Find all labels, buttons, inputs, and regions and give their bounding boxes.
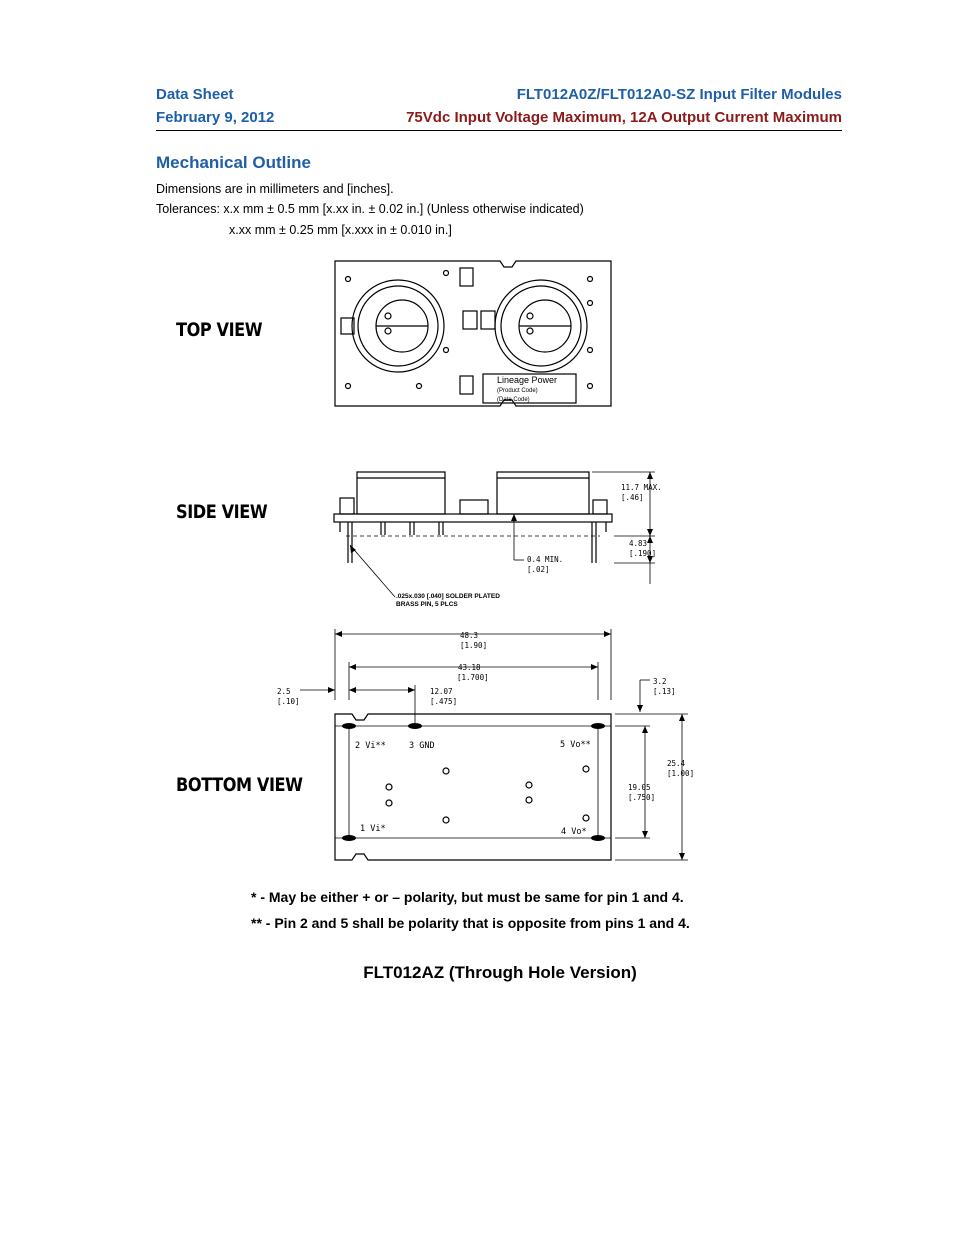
- pin-note-line-2: BRASS PIN, 5 PLCS: [396, 601, 458, 608]
- footnote-polarity-2-5: ** - Pin 2 and 5 shall be polarity that is opposite from pins 1 and 4.: [251, 915, 690, 931]
- dim-width-mm: 25.4: [667, 759, 686, 768]
- top-label-product-code: (Product Code): [497, 388, 538, 394]
- dim-height-in: [.46]: [621, 493, 644, 502]
- dim-row-mm: 19.05: [628, 783, 651, 792]
- dim-pin3-in: [.475]: [430, 697, 458, 706]
- dim-row-in: [.750]: [628, 793, 656, 802]
- bottom-view-label: BOTTOM VIEW: [176, 774, 303, 796]
- top-label-date-code: (Date Code): [497, 397, 530, 403]
- pin-1-label: 1 Vi*: [360, 824, 386, 834]
- tolerance-line-1: Tolerances: x.x mm ± 0.5 mm [x.xx in. ± 0.02 in.] (Unless otherwise indicated): [156, 202, 584, 216]
- pin-3-label: 3 GND: [409, 741, 435, 751]
- dim-pin3-mm: 12.07: [430, 687, 453, 696]
- dim-offset-mm: 2.5: [277, 687, 291, 696]
- dim-height-mm: 11.7 MAX.: [621, 483, 662, 492]
- tolerance-line-2: x.xx mm ± 0.25 mm [x.xxx in ± 0.010 in.]: [229, 223, 452, 237]
- pin-5-label: 5 Vo**: [560, 740, 591, 750]
- pin-note-line-1: .025x.030 [.040] SOLDER PLATED: [396, 593, 500, 600]
- dim-pin-mm: 4.83: [629, 539, 648, 548]
- pin-2-label: 2 Vi**: [355, 741, 386, 751]
- dim-standoff-mm: 0.4 MIN.: [527, 555, 564, 564]
- header-product: FLT012A0Z/FLT012A0-SZ Input Filter Modules: [516, 86, 842, 103]
- header-doc-type: Data Sheet: [156, 86, 234, 103]
- header-subtitle: 75Vdc Input Voltage Maximum, 12A Output Current Maximum: [406, 109, 842, 126]
- top-label-company: Lineage Power: [497, 375, 558, 385]
- section-title: Mechanical Outline: [156, 153, 311, 172]
- dim-edge-mm: 3.2: [653, 677, 667, 686]
- top-view-drawing: [335, 261, 611, 406]
- pin-4-label: 4 Vo*: [561, 827, 587, 837]
- side-view-drawing: [334, 472, 655, 597]
- dim-edge-in: [.13]: [653, 687, 676, 696]
- dimensions-note: Dimensions are in millimeters and [inches].: [156, 182, 394, 196]
- top-view-label: TOP VIEW: [176, 319, 263, 341]
- dim-pitch-mm: 43.18: [458, 663, 481, 672]
- dim-overall-mm: 48.3: [460, 631, 479, 640]
- figure-caption: FLT012AZ (Through Hole Version): [363, 963, 637, 982]
- footnote-polarity-1-4: * - May be either + or – polarity, but must be same for pin 1 and 4.: [251, 889, 684, 905]
- side-view-label: SIDE VIEW: [176, 501, 268, 523]
- dim-pitch-in: [1.700]: [457, 673, 489, 682]
- dim-pin-in: [.190]: [629, 549, 657, 558]
- dim-width-in: [1.00]: [667, 769, 695, 778]
- dim-overall-in: [1.90]: [460, 641, 488, 650]
- dim-standoff-in: [.02]: [527, 565, 550, 574]
- header-date: February 9, 2012: [156, 109, 275, 126]
- dim-offset-in: [.10]: [277, 697, 300, 706]
